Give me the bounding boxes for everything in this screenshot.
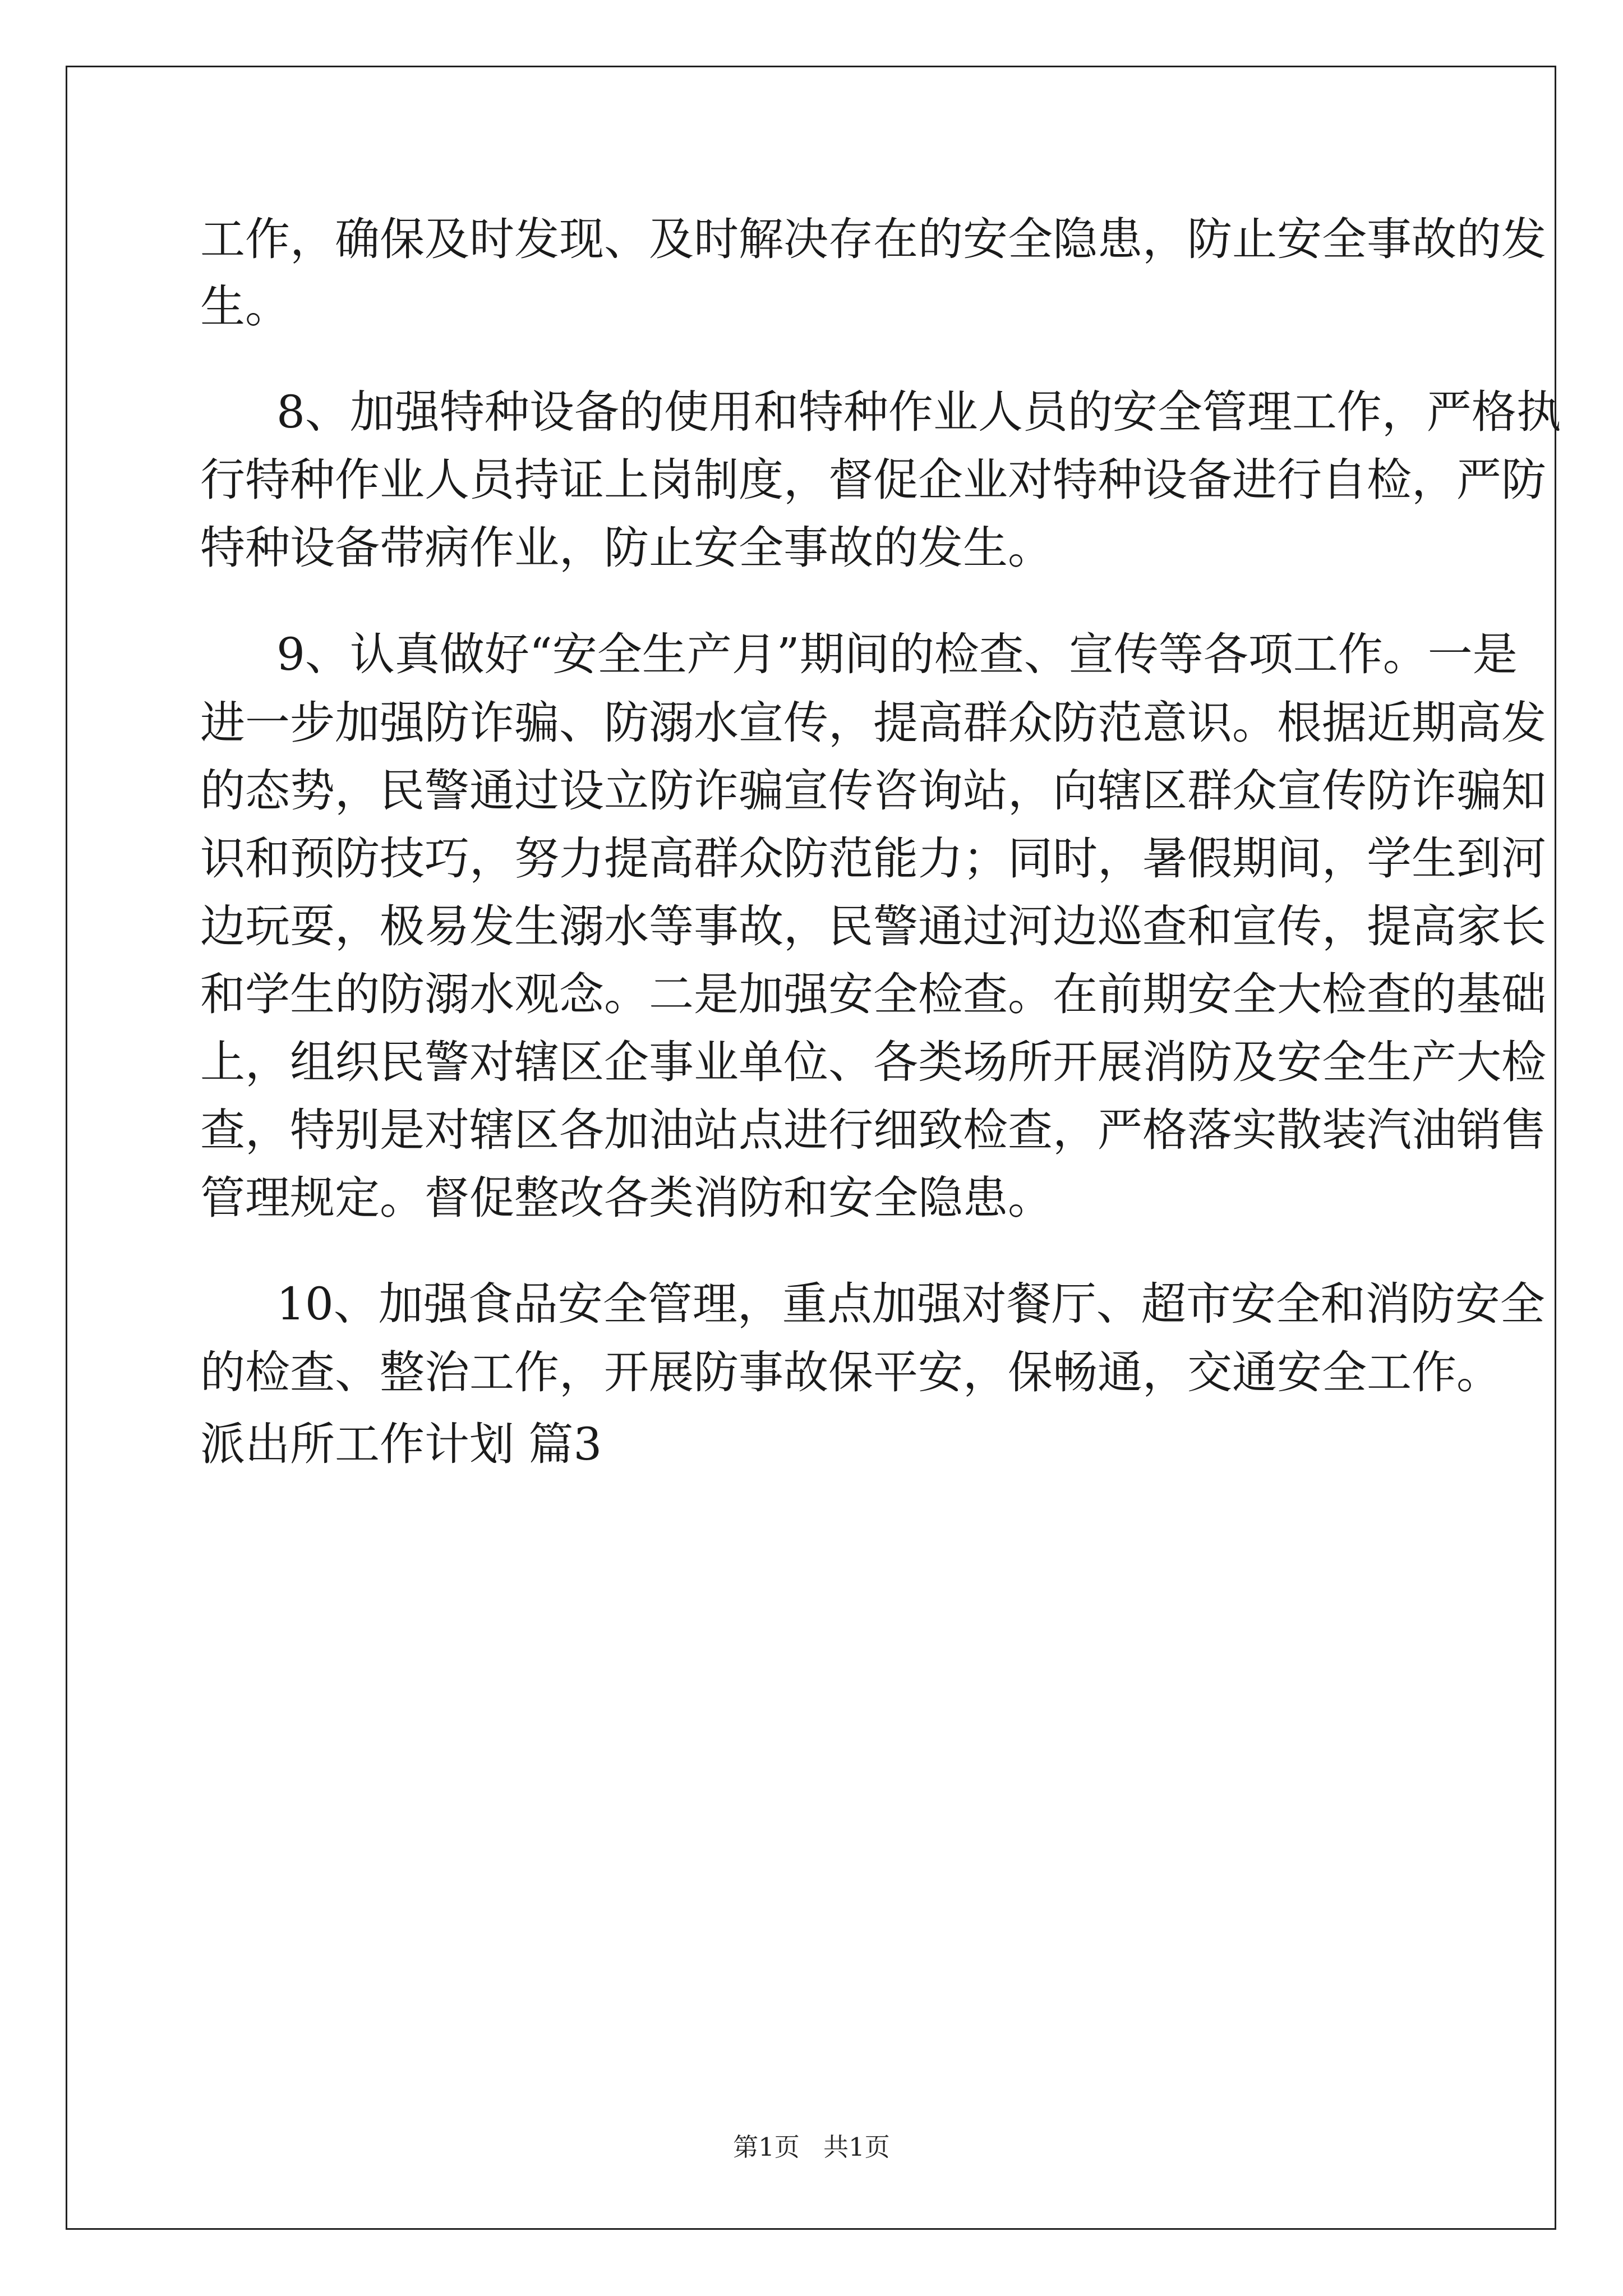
text-line: 的态势，民警通过设立防诈骗宣传咨询站，向辖区群众宣传防诈骗知 bbox=[200, 765, 1546, 817]
text-line: 的检查、整治工作，开展防事故保平安，保畅通，交通安全工作。 bbox=[200, 1346, 1501, 1398]
text-line: 行特种作业人员持证上岗制度，督促企业对特种设备进行自检，严防 bbox=[200, 454, 1546, 506]
paragraph-10-start: 10、加强食品安全管理，重点加强对餐厅、超市安全和消防安全 bbox=[276, 1278, 1545, 1330]
text-line: 管理规定。督促整改各类消防和安全隐患。 bbox=[200, 1172, 1053, 1224]
text-line: 生。 bbox=[200, 280, 290, 333]
text-line: 上，组织民警对辖区企事业单位、各类场所开展消防及安全生产大检 bbox=[200, 1036, 1546, 1088]
text-line: 识和预防技巧，努力提高群众防范能力；同时，暑假期间，学生到河 bbox=[200, 832, 1546, 885]
page-number: 第1页 bbox=[733, 2132, 800, 2162]
section-heading: 派出所工作计划 篇3 bbox=[200, 1418, 602, 1470]
text-line: 特种设备带病作业，防止安全事故的发生。 bbox=[200, 522, 1053, 574]
page-footer bbox=[0, 2131, 1623, 2164]
text-line: 查，特别是对辖区各加油站点进行细致检查，严格落实散装汽油销售 bbox=[200, 1104, 1546, 1156]
text-line: 和学生的防溺水观念。二是加强安全检查。在前期安全大检查的基础 bbox=[200, 968, 1546, 1020]
page-total: 共1页 bbox=[823, 2132, 890, 2162]
paragraph-8-start: 8、加强特种设备的使用和特种作业人员的安全管理工作，严格执 bbox=[276, 386, 1561, 438]
text-line: 工作，确保及时发现、及时解决存在的安全隐患，防止安全事故的发 bbox=[200, 213, 1546, 265]
paragraph-9-start: 9、认真做好“安全生产月”期间的检查、宣传等各项工作。一是 bbox=[276, 628, 1518, 680]
text-line: 进一步加强防诈骗、防溺水宣传，提高群众防范意识。根据近期高发 bbox=[200, 697, 1546, 749]
text-line: 边玩耍，极易发生溺水等事故，民警通过河边巡查和宣传，提高家长 bbox=[200, 900, 1546, 953]
